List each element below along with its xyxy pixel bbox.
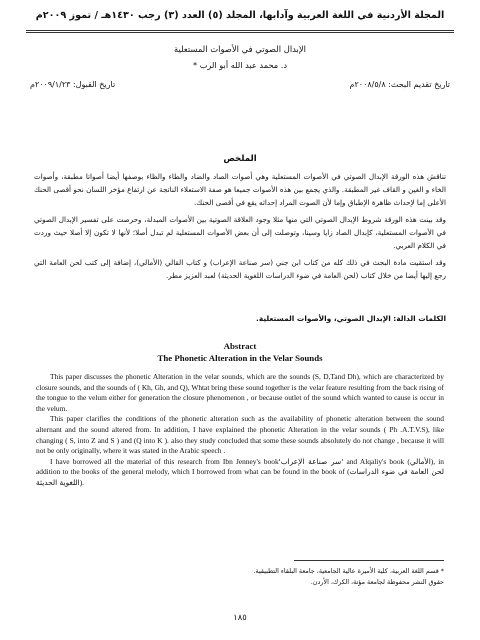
para3-arabic-book-2: الأمالي <box>409 456 431 466</box>
english-abstract-paragraph-3 <box>36 457 444 489</box>
arabic-abstract-paragraph-2: وقد بينت هذه الورقة شروط الإبدال الصوتي التي منها مثلا وجود العلاقة الصوتية بين الأصوات المبدلة، وحرصت على تفسير الإبدال الصوتي في الأصوات المستعلية، كإبدال الصاد زايا وسينا، وتوصلت إلى أن بعض الأصوات المستعلية لم تبدل أصلا؛ لأنها لا تكون إلا أصلا حيث وردت في الكلام العربي. <box>34 215 446 250</box>
date-accepted: تاريخ القبول: ٢٠٠٩/١/٢٣م <box>30 80 116 89</box>
article-dates <box>30 80 450 94</box>
english-abstract <box>36 372 444 489</box>
arabic-abstract <box>34 170 446 286</box>
para3-text-d: ). <box>79 477 85 487</box>
english-abstract-heading <box>0 340 480 364</box>
arabic-abstract-heading: الملخص <box>223 154 257 164</box>
header-rule-bottom <box>26 32 454 33</box>
header-rule-top <box>26 30 454 31</box>
arabic-abstract-paragraph-3: وقد استقيت مادة البحث في ذلك كله من كتاب ابن جني (سر صناعة الإعراب) و كتاب القالي (الأمالي)، إضافة إلى كتب لحن العامة التي رجع إليها أيضا من خلال كتاب (لحن العامة في ضوء الدراسات اللغوية الحديثة) لعبد العزيز مطر. <box>34 258 446 280</box>
english-abstract-paragraph-2: This paper clarifies the conditions of the phonetic alteration such as the availability of phonetic alteration between the sound alternant and the sound altered from. In addition, I have explained the phonetic Alteration in the velar sounds ( Ph .A.T.V.S), like changing ( S, into Z and S ) and (Q into K ). also they study concluded that some these sounds absolutely do not change , because it will not be only originally, where it was stated in the Arabic speech . <box>36 414 444 456</box>
footnote-copyright: حقوق النشر محفوظة لجامعة مؤتة، الكرك، الأردن. <box>310 578 444 586</box>
arabic-keywords: الكلمات الدالة: الإبدال الصوتي، والأصوات المستعلية. <box>256 314 446 323</box>
article-title: الإبدال الصوتي في الأصوات المستعلية <box>174 44 306 54</box>
para3-arabic-book-1: 'سر صناعة الإعراب' <box>278 456 344 466</box>
footnote-rule <box>294 560 444 561</box>
footnote-affiliation: * قسم اللغة العربية، كلية الأميرة عالية الجامعية، جامعة البلقاء التطبيقية. <box>253 567 444 575</box>
date-submitted: تاريخ تقديم البحث: ٢٠٠٨/٥/٨م <box>349 80 450 89</box>
english-title: The Phonetic Alteration in the Velar Sounds <box>157 353 323 363</box>
page-number: ١٨٥ <box>233 612 247 622</box>
para3-arabic-book-3: لحن العامة في ضوء الدراسات اللغوية الحديثة <box>36 467 444 487</box>
para3-text-b: and Alqaliy's book ( <box>346 456 410 466</box>
para3-text-a: I have borrowed all the material of this research from Ibn Jenney's book <box>50 456 279 466</box>
english-abstract-paragraph-1: This paper discusses the phonetic Alteration in the velar sounds, which are the sounds (S, D,Tand Dh), which are characterized by closure sounds, and the sounds of ( Kh, Gh, and Q), Whtat bring these sound together is the velar feature resulting from the back rising of the tongue to the velum either for generation the closure phenomenon , or because outlet of the sound which wanted to cause is occur in the velum. <box>36 372 444 413</box>
journal-header: المجلة الأردنية في اللغة العربية وآدابها، المجلد (٥) العدد (٣) رجب ١٤٣٠هـ / تموز ٢٠٠٩م <box>35 10 445 21</box>
footnotes <box>36 566 444 588</box>
article-author: د. محمد عبد الله أبو الرب * <box>193 60 287 70</box>
english-abstract-label: Abstract <box>223 341 257 351</box>
arabic-abstract-paragraph-1: تناقش هذه الورقة الإبدال الصوتي في الأصوات المستعلية وهي أصوات الصاد والضاد والطاء والظاء بوصفها أيضا أصواتا مطبقة، وأصوات الخاء و الغين و القاف غير المطبقة. والذي يجمع بين هذه الأصوات جميعا هو صفة الاستعلاء الناتجة عن ارتفاع مؤخر اللسان نحو أقصى الحنك الأعلى إما لإحداث ظاهرة الإطباق وإما لأن الصوت المراد إحداثه يقع في أقصى الحنك. <box>34 172 446 207</box>
para3-text-c: ), in addition to the books of the general melody, which I borrowed from what can be found in the book of ( <box>36 456 444 477</box>
